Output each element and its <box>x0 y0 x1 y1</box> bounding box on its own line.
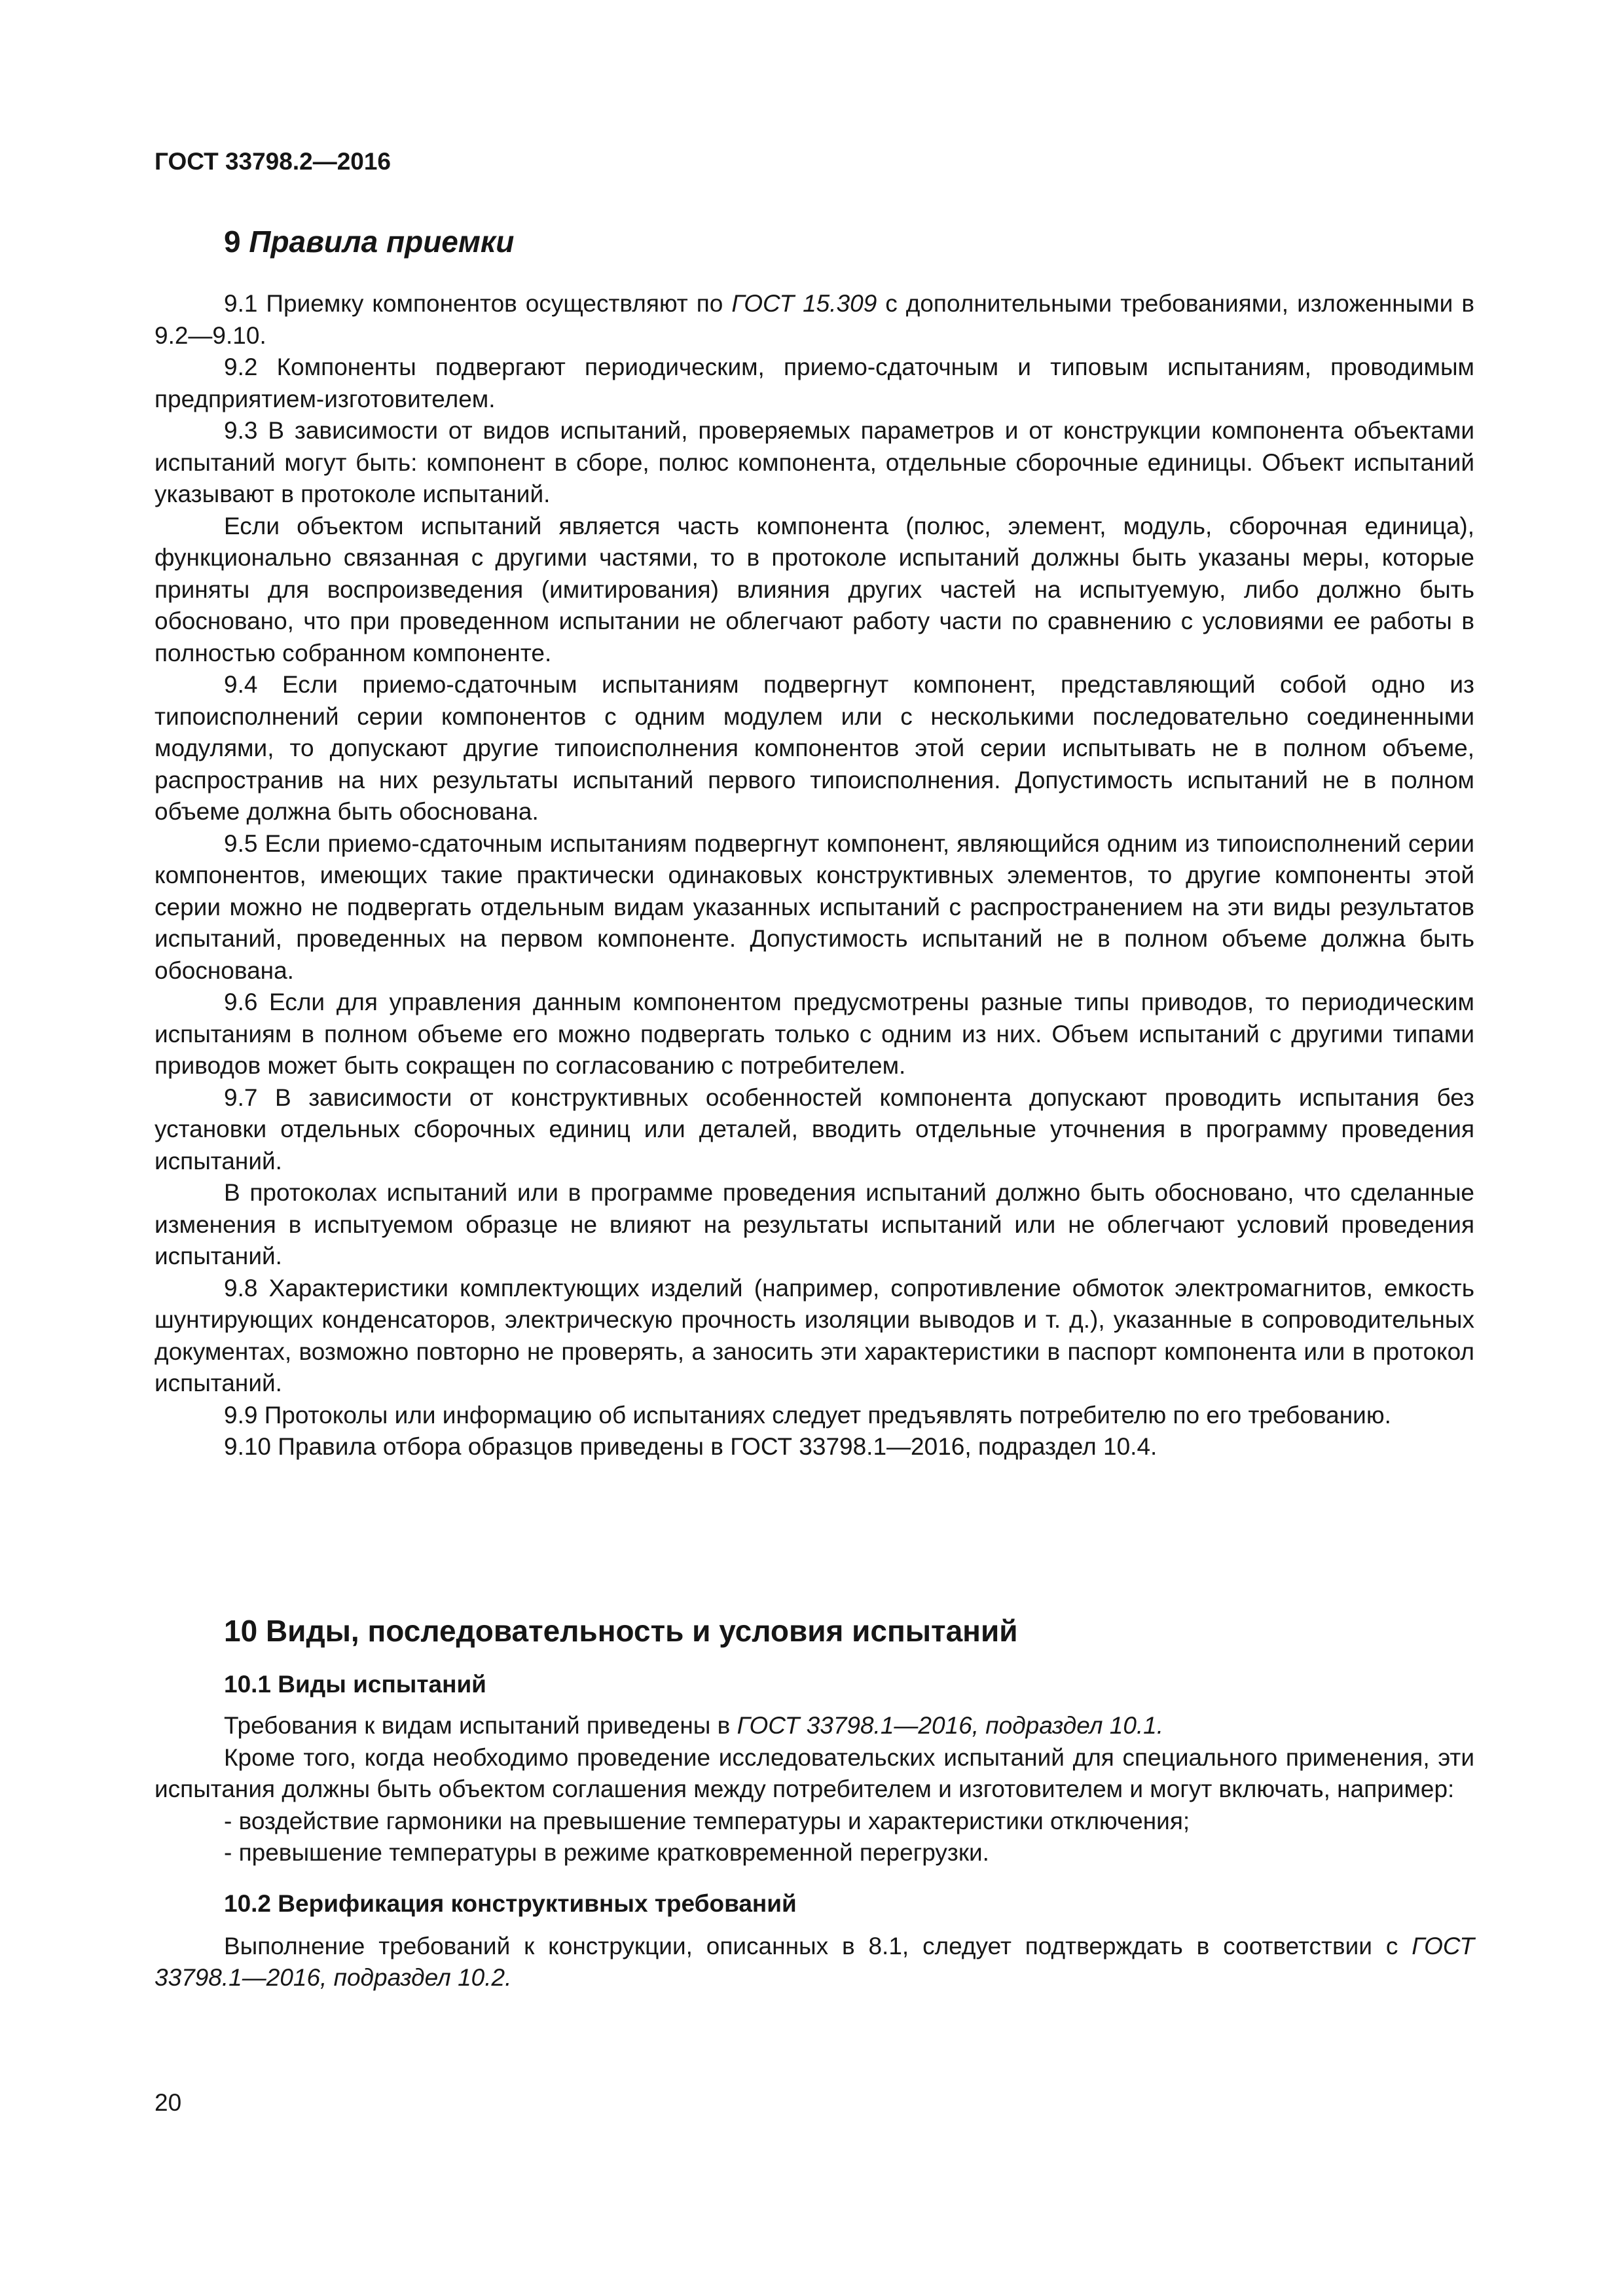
standard-reference: ГОСТ 33798.1—2016, подраздел 10.2. <box>155 1932 1474 1991</box>
text-run: Выполнение требований к конструкции, описанных в 8.1, следует подтверждать в соответствии с <box>224 1932 1412 1959</box>
standard-reference: ГОСТ 33798.1—2016, подраздел 10.1. <box>737 1712 1164 1739</box>
paragraph-9-6: 9.6 Если для управления данным компонентом предусмотрены разные типы приводов, то периодическим испытаниям в полном объеме его можно подвергать только с одним из них. Объем испытаний с другими типами приводов может быть сокращен по согласованию с потребителем. <box>155 989 1474 1079</box>
page-number: 20 <box>155 2089 182 2116</box>
standard-reference: ГОСТ 15.309 <box>731 290 877 317</box>
paragraph-9-8: 9.8 Характеристики комплектующих изделий (например, сопротивление обмоток электромагнитов, емкость шунтирующих конденсаторов, электрическую прочность изоляции выводов и т. д.), указанные в сопроводительных документах, возможно повторно не проверять, а заносить эти характеристики в паспорт компонента или в протокол испытаний. <box>155 1274 1474 1396</box>
paragraph-9-10: 9.10 Правила отбора образцов приведены в ГОСТ 33798.1—2016, подраздел 10.4. <box>224 1433 1158 1460</box>
paragraph-10-2-1 <box>155 1931 1474 1994</box>
section-9-number: 9 <box>224 225 241 259</box>
paragraph-9-3: 9.3 В зависимости от видов испытаний, проверяемых параметров и от конструкции компонента объектами испытаний могут быть: компонент в сборе, полюс компонента, отдельные сборочные единицы. Объект испытаний указывают в протоколе испытаний. <box>155 417 1474 507</box>
paragraph-9-2: 9.2 Компоненты подвергают периодическим, приемо-сдаточным и типовым испытаниям, проводимым предприятием-изготовителем. <box>155 354 1474 412</box>
section-10 <box>155 1613 1474 1994</box>
document-header: ГОСТ 33798.2—2016 <box>155 148 392 175</box>
section-10-heading: 10 Виды, последовательность и условия испытаний <box>224 1614 1018 1648</box>
paragraph-9-9: 9.9 Протоколы или информацию об испытаниях следует предъявлять потребителю по его требованию. <box>224 1401 1391 1429</box>
paragraph-10-1-1 <box>155 1710 1474 1742</box>
paragraph-9-3-cont: Если объектом испытаний является часть компонента (полюс, элемент, модуль, сборочная единица), функционально связанная с другими частями, то в протоколе испытаний должны быть указаны меры, которые приняты для воспроизведения (имитирования) влияния других частей на испытуемую, либо должно быть обосновано, что при проведенном испытании не облегчают работу части по сравнению с условиями ее работы в полностью собранном компоненте. <box>155 512 1474 666</box>
paragraph-9-1 <box>155 288 1474 352</box>
paragraph-9-4: 9.4 Если приемо-сдаточным испытаниям подвергнут компонент, представляющий собой одно из типоисполнений серии компонентов с одним модулем или с несколькими последовательно соединенными модулями, то допускают другие типоисполнения компонентов этой серии испытывать не в полном объеме, распространив на них результаты испытаний первого типоисполнения. Допустимость испытаний не в полном объеме должна быть обоснована. <box>155 671 1474 825</box>
text-run: с дополнительными требованиями, изложенными в 9.2—9.10. <box>155 290 1474 349</box>
list-item: - воздействие гармоники на превышение температуры и характеристики отключения; <box>224 1807 1190 1834</box>
subsection-10-1-heading: 10.1 Виды испытаний <box>224 1671 486 1698</box>
paragraph-9-5: 9.5 Если приемо-сдаточным испытаниям подвергнут компонент, являющийся одним из типоисполнений серии компонентов, имеющих такие практически одинаковых конструктивных элементов, то другие компоненты этой серии можно не подвергать отдельным видам указанных испытаний с распространением на эти виды результатов испытаний, проведенных на первом компоненте. Допустимость испытаний не в полном объеме должна быть обоснована. <box>155 829 1474 984</box>
paragraph-10-1-2: Кроме того, когда необходимо проведение исследовательских испытаний для специального применения, эти испытания должны быть объектом соглашения между потребителем и изготовителем и могут включать, например: <box>155 1743 1474 1802</box>
text-run: Требования к видам испытаний приведены в <box>224 1712 737 1739</box>
section-9-heading <box>155 224 1474 259</box>
text-run: 9.1 Приемку компонентов осуществляют по <box>224 290 732 317</box>
section-9 <box>155 224 1474 1463</box>
section-9-title: Правила приемки <box>249 225 515 259</box>
list-item: - превышение температуры в режиме кратковременной перегрузки. <box>224 1839 989 1866</box>
paragraph-9-7-cont: В протоколах испытаний или в программе проведения испытаний должно быть обосновано, что сделанные изменения в испытуемом образце не влияют на результаты испытаний или не облегчают условий проведения испытаний. <box>155 1179 1474 1269</box>
paragraph-9-7: 9.7 В зависимости от конструктивных особенностей компонента допускают проводить испытания без установки отдельных сборочных единиц или деталей, вводить отдельные уточнения в программу проведения испытаний. <box>155 1084 1474 1175</box>
subsection-10-2-heading: 10.2 Верификация конструктивных требований <box>224 1889 797 1917</box>
